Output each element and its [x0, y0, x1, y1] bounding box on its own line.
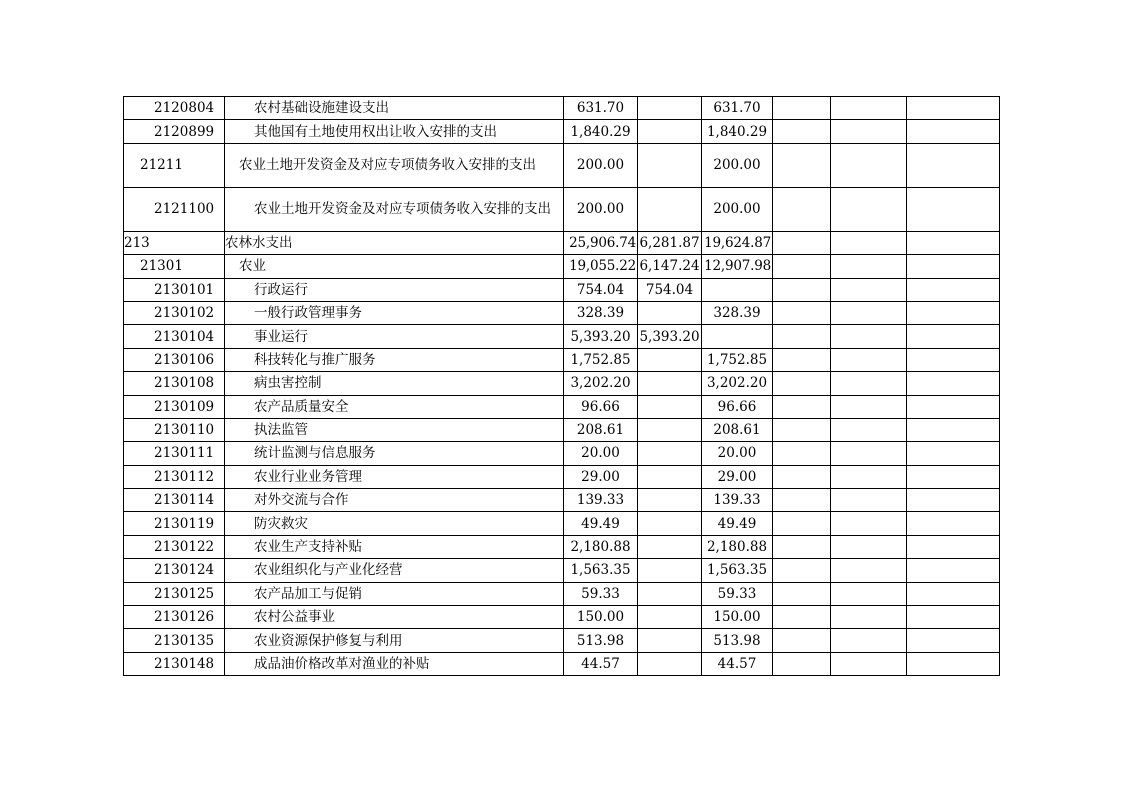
total-amount-cell: 328.39 — [564, 301, 638, 324]
project-expenditure-cell: 19,624.87 — [702, 231, 773, 254]
account-code-cell: 2121100 — [124, 187, 225, 231]
project-expenditure-cell: 208.61 — [702, 418, 773, 441]
table-row — [124, 442, 1000, 465]
basic-expenditure-cell — [638, 535, 702, 558]
empty-cell — [907, 348, 1000, 371]
basic-expenditure-cell — [638, 465, 702, 488]
empty-cell — [773, 372, 831, 395]
empty-cell — [831, 97, 907, 120]
total-amount-cell: 49.49 — [564, 512, 638, 535]
account-code-cell: 21301 — [124, 255, 225, 278]
project-expenditure-cell: 2,180.88 — [702, 535, 773, 558]
empty-cell — [831, 652, 907, 675]
empty-cell — [907, 512, 1000, 535]
table-row — [124, 606, 1000, 629]
account-name-cell: 统计监测与信息服务 — [225, 442, 564, 465]
empty-cell — [907, 143, 1000, 187]
project-expenditure-cell: 1,563.35 — [702, 559, 773, 582]
project-expenditure-cell: 3,202.20 — [702, 372, 773, 395]
empty-cell — [907, 418, 1000, 441]
empty-cell — [831, 348, 907, 371]
account-name-cell: 农业土地开发资金及对应专项债务收入安排的支出 — [225, 143, 564, 187]
project-expenditure-cell — [702, 325, 773, 348]
account-code-cell: 2130124 — [124, 559, 225, 582]
empty-cell — [773, 606, 831, 629]
account-code-cell: 2130148 — [124, 652, 225, 675]
table-row — [124, 465, 1000, 488]
empty-cell — [907, 652, 1000, 675]
account-code-cell: 21211 — [124, 143, 225, 187]
empty-cell — [773, 348, 831, 371]
empty-cell — [907, 97, 1000, 120]
account-name-cell: 防灾救灾 — [225, 512, 564, 535]
project-expenditure-cell: 200.00 — [702, 187, 773, 231]
empty-cell — [831, 143, 907, 187]
account-name-cell: 农业行业业务管理 — [225, 465, 564, 488]
empty-cell — [831, 535, 907, 558]
basic-expenditure-cell — [638, 187, 702, 231]
table-row — [124, 348, 1000, 371]
project-expenditure-cell: 631.70 — [702, 97, 773, 120]
basic-expenditure-cell — [638, 372, 702, 395]
project-expenditure-cell: 1,752.85 — [702, 348, 773, 371]
basic-expenditure-cell: 6,147.24 — [638, 255, 702, 278]
empty-cell — [773, 97, 831, 120]
total-amount-cell: 3,202.20 — [564, 372, 638, 395]
account-name-cell: 农村基础设施建设支出 — [225, 97, 564, 120]
table-row — [124, 559, 1000, 582]
total-amount-cell: 1,563.35 — [564, 559, 638, 582]
empty-cell — [831, 372, 907, 395]
table-row — [124, 255, 1000, 278]
total-amount-cell: 754.04 — [564, 278, 638, 301]
table-row — [124, 582, 1000, 605]
basic-expenditure-cell — [638, 143, 702, 187]
project-expenditure-cell: 139.33 — [702, 489, 773, 512]
empty-cell — [831, 629, 907, 652]
table-row — [124, 395, 1000, 418]
basic-expenditure-cell — [638, 120, 702, 143]
account-code-cell: 2130104 — [124, 325, 225, 348]
table-row — [124, 231, 1000, 254]
project-expenditure-cell: 96.66 — [702, 395, 773, 418]
total-amount-cell: 513.98 — [564, 629, 638, 652]
empty-cell — [907, 187, 1000, 231]
account-code-cell: 2130102 — [124, 301, 225, 324]
account-code-cell: 2130114 — [124, 489, 225, 512]
empty-cell — [831, 231, 907, 254]
account-code-cell: 2120899 — [124, 120, 225, 143]
account-name-cell: 农业资源保护修复与利用 — [225, 629, 564, 652]
basic-expenditure-cell: 6,281.87 — [638, 231, 702, 254]
table-row — [124, 301, 1000, 324]
total-amount-cell: 19,055.22 — [564, 255, 638, 278]
table-row — [124, 652, 1000, 675]
empty-cell — [907, 395, 1000, 418]
empty-cell — [831, 465, 907, 488]
project-expenditure-cell: 20.00 — [702, 442, 773, 465]
account-name-cell: 一般行政管理事务 — [225, 301, 564, 324]
table-row — [124, 629, 1000, 652]
account-name-cell: 科技转化与推广服务 — [225, 348, 564, 371]
empty-cell — [907, 606, 1000, 629]
basic-expenditure-cell: 5,393.20 — [638, 325, 702, 348]
empty-cell — [773, 187, 831, 231]
basic-expenditure-cell — [638, 418, 702, 441]
table-row — [124, 325, 1000, 348]
empty-cell — [773, 395, 831, 418]
account-name-cell: 对外交流与合作 — [225, 489, 564, 512]
total-amount-cell: 44.57 — [564, 652, 638, 675]
account-name-cell: 其他国有土地使用权出让收入安排的支出 — [225, 120, 564, 143]
empty-cell — [907, 231, 1000, 254]
budget-expenditure-table — [123, 96, 1000, 676]
account-code-cell: 2130122 — [124, 535, 225, 558]
project-expenditure-cell — [702, 278, 773, 301]
total-amount-cell: 1,840.29 — [564, 120, 638, 143]
basic-expenditure-cell — [638, 582, 702, 605]
total-amount-cell: 208.61 — [564, 418, 638, 441]
empty-cell — [831, 582, 907, 605]
table-row — [124, 372, 1000, 395]
account-name-cell: 行政运行 — [225, 278, 564, 301]
empty-cell — [773, 489, 831, 512]
total-amount-cell: 5,393.20 — [564, 325, 638, 348]
total-amount-cell: 1,752.85 — [564, 348, 638, 371]
total-amount-cell: 200.00 — [564, 187, 638, 231]
empty-cell — [773, 325, 831, 348]
empty-cell — [831, 559, 907, 582]
account-name-cell: 农产品质量安全 — [225, 395, 564, 418]
empty-cell — [831, 255, 907, 278]
empty-cell — [831, 120, 907, 143]
empty-cell — [831, 606, 907, 629]
table-row — [124, 120, 1000, 143]
empty-cell — [907, 559, 1000, 582]
basic-expenditure-cell — [638, 489, 702, 512]
empty-cell — [907, 582, 1000, 605]
basic-expenditure-cell — [638, 652, 702, 675]
empty-cell — [773, 255, 831, 278]
total-amount-cell: 2,180.88 — [564, 535, 638, 558]
empty-cell — [831, 489, 907, 512]
empty-cell — [773, 629, 831, 652]
empty-cell — [831, 301, 907, 324]
account-code-cell: 213 — [124, 231, 225, 254]
empty-cell — [907, 489, 1000, 512]
table-row — [124, 512, 1000, 535]
project-expenditure-cell: 513.98 — [702, 629, 773, 652]
account-name-cell: 病虫害控制 — [225, 372, 564, 395]
empty-cell — [907, 255, 1000, 278]
account-name-cell: 成品油价格改革对渔业的补贴 — [225, 652, 564, 675]
account-name-cell: 农产品加工与促销 — [225, 582, 564, 605]
account-code-cell: 2130126 — [124, 606, 225, 629]
account-code-cell: 2130111 — [124, 442, 225, 465]
account-name-cell: 农村公益事业 — [225, 606, 564, 629]
empty-cell — [831, 187, 907, 231]
basic-expenditure-cell — [638, 97, 702, 120]
table-body — [124, 97, 1000, 676]
account-code-cell: 2130101 — [124, 278, 225, 301]
empty-cell — [773, 143, 831, 187]
basic-expenditure-cell: 754.04 — [638, 278, 702, 301]
empty-cell — [773, 418, 831, 441]
table-row — [124, 97, 1000, 120]
basic-expenditure-cell — [638, 301, 702, 324]
empty-cell — [907, 629, 1000, 652]
empty-cell — [773, 559, 831, 582]
empty-cell — [773, 535, 831, 558]
basic-expenditure-cell — [638, 512, 702, 535]
project-expenditure-cell: 200.00 — [702, 143, 773, 187]
total-amount-cell: 59.33 — [564, 582, 638, 605]
table-row — [124, 535, 1000, 558]
empty-cell — [773, 301, 831, 324]
empty-cell — [907, 372, 1000, 395]
empty-cell — [773, 512, 831, 535]
account-code-cell: 2130110 — [124, 418, 225, 441]
empty-cell — [907, 301, 1000, 324]
account-name-cell: 农业 — [225, 255, 564, 278]
account-code-cell: 2130106 — [124, 348, 225, 371]
table-row — [124, 187, 1000, 231]
total-amount-cell: 25,906.74 — [564, 231, 638, 254]
empty-cell — [773, 652, 831, 675]
empty-cell — [831, 442, 907, 465]
project-expenditure-cell: 328.39 — [702, 301, 773, 324]
account-name-cell: 农业生产支持补贴 — [225, 535, 564, 558]
empty-cell — [907, 325, 1000, 348]
empty-cell — [907, 120, 1000, 143]
empty-cell — [773, 278, 831, 301]
empty-cell — [831, 325, 907, 348]
account-code-cell: 2130125 — [124, 582, 225, 605]
basic-expenditure-cell — [638, 348, 702, 371]
table-row — [124, 278, 1000, 301]
account-code-cell: 2130119 — [124, 512, 225, 535]
table-row — [124, 143, 1000, 187]
basic-expenditure-cell — [638, 442, 702, 465]
account-code-cell: 2130108 — [124, 372, 225, 395]
empty-cell — [773, 582, 831, 605]
project-expenditure-cell: 44.57 — [702, 652, 773, 675]
account-name-cell: 农林水支出 — [225, 231, 564, 254]
account-name-cell: 农业组织化与产业化经营 — [225, 559, 564, 582]
empty-cell — [907, 535, 1000, 558]
account-name-cell: 农业土地开发资金及对应专项债务收入安排的支出 — [225, 187, 564, 231]
account-code-cell: 2130109 — [124, 395, 225, 418]
basic-expenditure-cell — [638, 395, 702, 418]
account-code-cell: 2130112 — [124, 465, 225, 488]
total-amount-cell: 20.00 — [564, 442, 638, 465]
project-expenditure-cell: 29.00 — [702, 465, 773, 488]
empty-cell — [773, 442, 831, 465]
empty-cell — [773, 465, 831, 488]
project-expenditure-cell: 1,840.29 — [702, 120, 773, 143]
total-amount-cell: 631.70 — [564, 97, 638, 120]
empty-cell — [831, 278, 907, 301]
table-row — [124, 489, 1000, 512]
empty-cell — [831, 512, 907, 535]
account-code-cell: 2130135 — [124, 629, 225, 652]
account-name-cell: 执法监管 — [225, 418, 564, 441]
empty-cell — [831, 395, 907, 418]
empty-cell — [907, 465, 1000, 488]
basic-expenditure-cell — [638, 629, 702, 652]
total-amount-cell: 29.00 — [564, 465, 638, 488]
empty-cell — [773, 120, 831, 143]
total-amount-cell: 96.66 — [564, 395, 638, 418]
project-expenditure-cell: 59.33 — [702, 582, 773, 605]
account-name-cell: 事业运行 — [225, 325, 564, 348]
project-expenditure-cell: 150.00 — [702, 606, 773, 629]
project-expenditure-cell: 49.49 — [702, 512, 773, 535]
basic-expenditure-cell — [638, 606, 702, 629]
empty-cell — [907, 442, 1000, 465]
empty-cell — [907, 278, 1000, 301]
empty-cell — [773, 231, 831, 254]
account-code-cell: 2120804 — [124, 97, 225, 120]
empty-cell — [831, 418, 907, 441]
total-amount-cell: 200.00 — [564, 143, 638, 187]
total-amount-cell: 139.33 — [564, 489, 638, 512]
total-amount-cell: 150.00 — [564, 606, 638, 629]
project-expenditure-cell: 12,907.98 — [702, 255, 773, 278]
basic-expenditure-cell — [638, 559, 702, 582]
table-row — [124, 418, 1000, 441]
